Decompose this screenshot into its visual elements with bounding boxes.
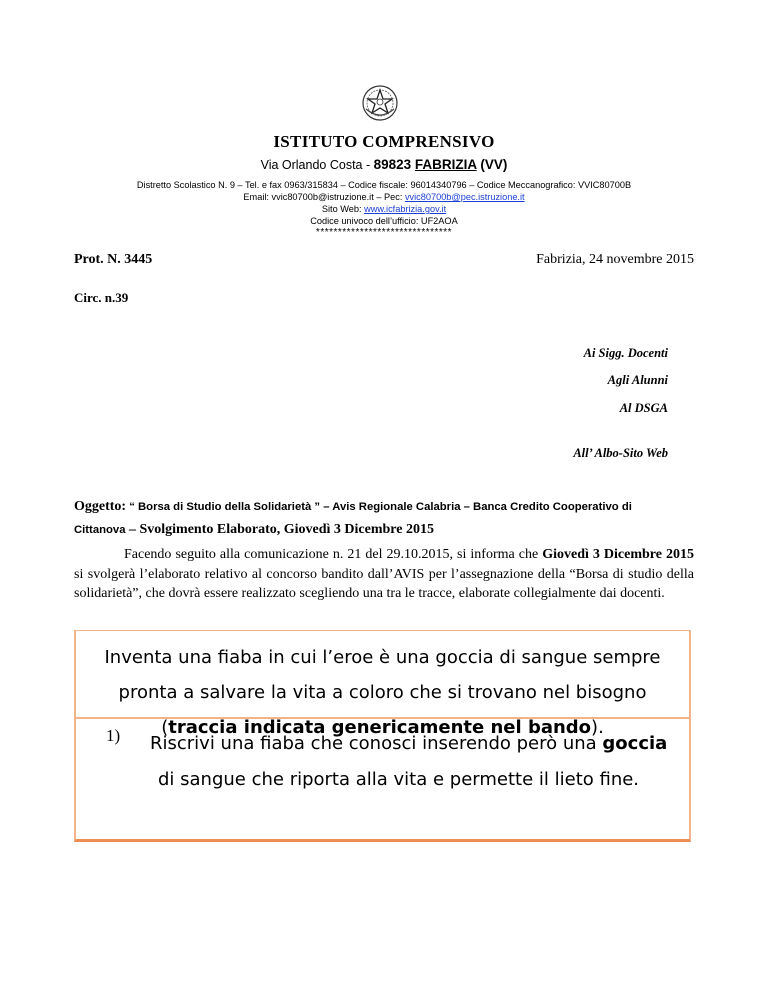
recipient-dsga: Al DSGA — [619, 401, 668, 415]
header-separator: ******************************* — [315, 227, 453, 238]
trace-one — [150, 726, 688, 798]
address-cap: 89823 — [373, 157, 415, 172]
office-code: Codice univoco dell’ufficio: UF2AOA — [310, 216, 458, 226]
trace-generic-open: ( — [161, 717, 169, 738]
address-province: (VV) — [476, 157, 508, 172]
subject-line1: “ Borsa di Studio della Solidarietà ” – Avis Regionale Calabria – Banca Credito Cooperativo di — [126, 501, 632, 513]
body-part2: si svolgerà l’elaborato relativo al concorso bandito dall’AVIS per l’assegnazione della “Borsa di studio della solidarietà”, che dovrà essere realizzato scegliendo una tra le tracce, elaborate collegialmente dai docenti. — [74, 566, 694, 601]
recipient-students: Agli Alunni — [607, 373, 668, 387]
body-part1: Facendo seguito alla comunicazione n. 21 del 29.10.2015, si informa che — [124, 547, 543, 562]
address-street: Via Orlando Costa - — [260, 158, 374, 172]
recipient-board: All’ Albo-Sito Web — [573, 446, 668, 460]
subject — [74, 495, 714, 541]
recipient-teachers: Ai Sigg. Docenti — [583, 346, 668, 360]
place-date: Fabrizia, 24 novembre 2015 — [536, 252, 694, 267]
trace-number: 1) — [106, 726, 121, 745]
website-line — [0, 204, 768, 216]
body-paragraph — [74, 545, 694, 604]
trace-generic-line1: Inventa una fiaba in cui l’eroe è una goccia di sangue sempre — [104, 647, 661, 668]
subject-line2-sans: Cittanova — [74, 524, 126, 536]
district-line: Distretto Scolastico N. 9 – Tel. e fax 0963/315834 – Codice fiscale: 96014340796 – Codice Meccanografico: VVIC80700B — [136, 180, 632, 190]
italian-republic-emblem-icon — [360, 83, 400, 123]
trace-one-bold: goccia — [602, 733, 668, 754]
school-address — [0, 157, 768, 172]
trace-generic-close: ). — [591, 717, 604, 738]
body-date: Giovedì 3 Dicembre 2015 — [542, 547, 694, 562]
email-line — [0, 192, 768, 204]
subject-line2: – Svolgimento Elaborato, Giovedì 3 Dicembre 2015 — [125, 522, 434, 537]
trace-generic-line2: pronta a salvare la vita a coloro che si trovano nel bisogno — [118, 682, 647, 703]
address-city: FABRIZIA — [414, 157, 477, 172]
trace-one-line1: Riscrivi una fiaba che conosci inserendo però una — [150, 733, 603, 754]
website-label: Sito Web: — [321, 204, 365, 214]
circular-number: Circ. n.39 — [74, 290, 129, 305]
pec-link[interactable]: vvic80700b@pec.istruzione.it — [404, 192, 525, 202]
website-link[interactable]: www.icfabrizia.gov.it — [364, 204, 447, 214]
trace-generic-note: traccia indicata genericamente nel bando — [168, 717, 592, 738]
protocol-number: Prot. N. 3445 — [74, 252, 153, 267]
email-text: Email: vvic80700b@istruzione.it – Pec: — [243, 192, 405, 202]
trace-one-line2: di sangue che riporta alla vita e permette il lieto fine. — [158, 769, 640, 790]
subject-label: Oggetto: — [74, 499, 127, 514]
school-name: ISTITUTO COMPRENSIVO — [273, 132, 495, 151]
